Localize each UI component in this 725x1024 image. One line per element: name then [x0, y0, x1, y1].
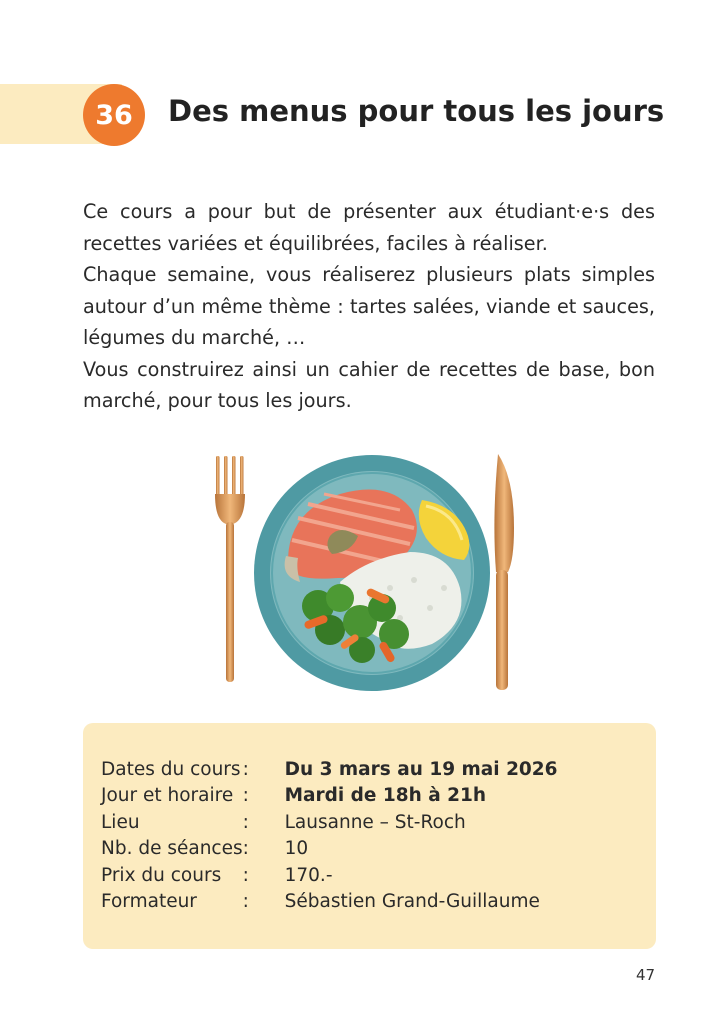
info-row-trainer [101, 889, 558, 916]
info-label: Lieu [101, 811, 140, 833]
description-paragraph: Vous construirez ainsi un cahier de recettes de base, bon marché, pour tous les jours. [83, 357, 655, 412]
info-value: Sébastien Grand-Guillaume [284, 891, 540, 913]
info-separator: : [242, 838, 249, 860]
page-title: Des menus pour tous les jours [168, 94, 665, 128]
info-row-schedule [101, 783, 558, 810]
course-number-badge [83, 84, 145, 146]
info-label: Jour et horaire [101, 785, 234, 807]
course-description [83, 196, 655, 417]
info-value: 10 [284, 838, 309, 860]
course-info-table [101, 756, 558, 915]
info-row-dates [101, 756, 558, 783]
course-info-box [83, 723, 656, 949]
info-value: Du 3 mars au 19 mai 2026 [284, 758, 558, 780]
info-label: Nb. de séances [101, 838, 243, 860]
info-row-location [101, 809, 558, 836]
info-separator: : [242, 785, 249, 807]
knife-icon [494, 454, 514, 690]
info-label: Dates du cours [101, 758, 241, 780]
description-paragraph: Ce cours a pour but de présenter aux étudiant·e·s des recettes variées et équilibrées, faciles à réaliser. [83, 200, 655, 255]
info-value: Mardi de 18h à 21h [284, 785, 487, 807]
info-separator: : [242, 758, 249, 780]
info-separator: : [242, 891, 249, 913]
course-number: 36 [95, 99, 133, 131]
info-label: Prix du cours [101, 864, 222, 886]
fork-icon [215, 456, 245, 682]
info-value: Lausanne – St-Roch [284, 811, 466, 833]
info-row-price [101, 862, 558, 889]
description-paragraph: Chaque semaine, vous réaliserez plusieurs plats simples autour d’un même thème : tartes salées, viande et sauces, légumes du marché, … [83, 263, 655, 349]
page-number: 47 [636, 966, 656, 984]
info-separator: : [242, 864, 249, 886]
plate-illustration [200, 448, 530, 698]
info-label: Formateur [101, 891, 197, 913]
info-value: 170.- [284, 864, 333, 886]
info-separator: : [242, 811, 249, 833]
info-row-sessions [101, 836, 558, 863]
